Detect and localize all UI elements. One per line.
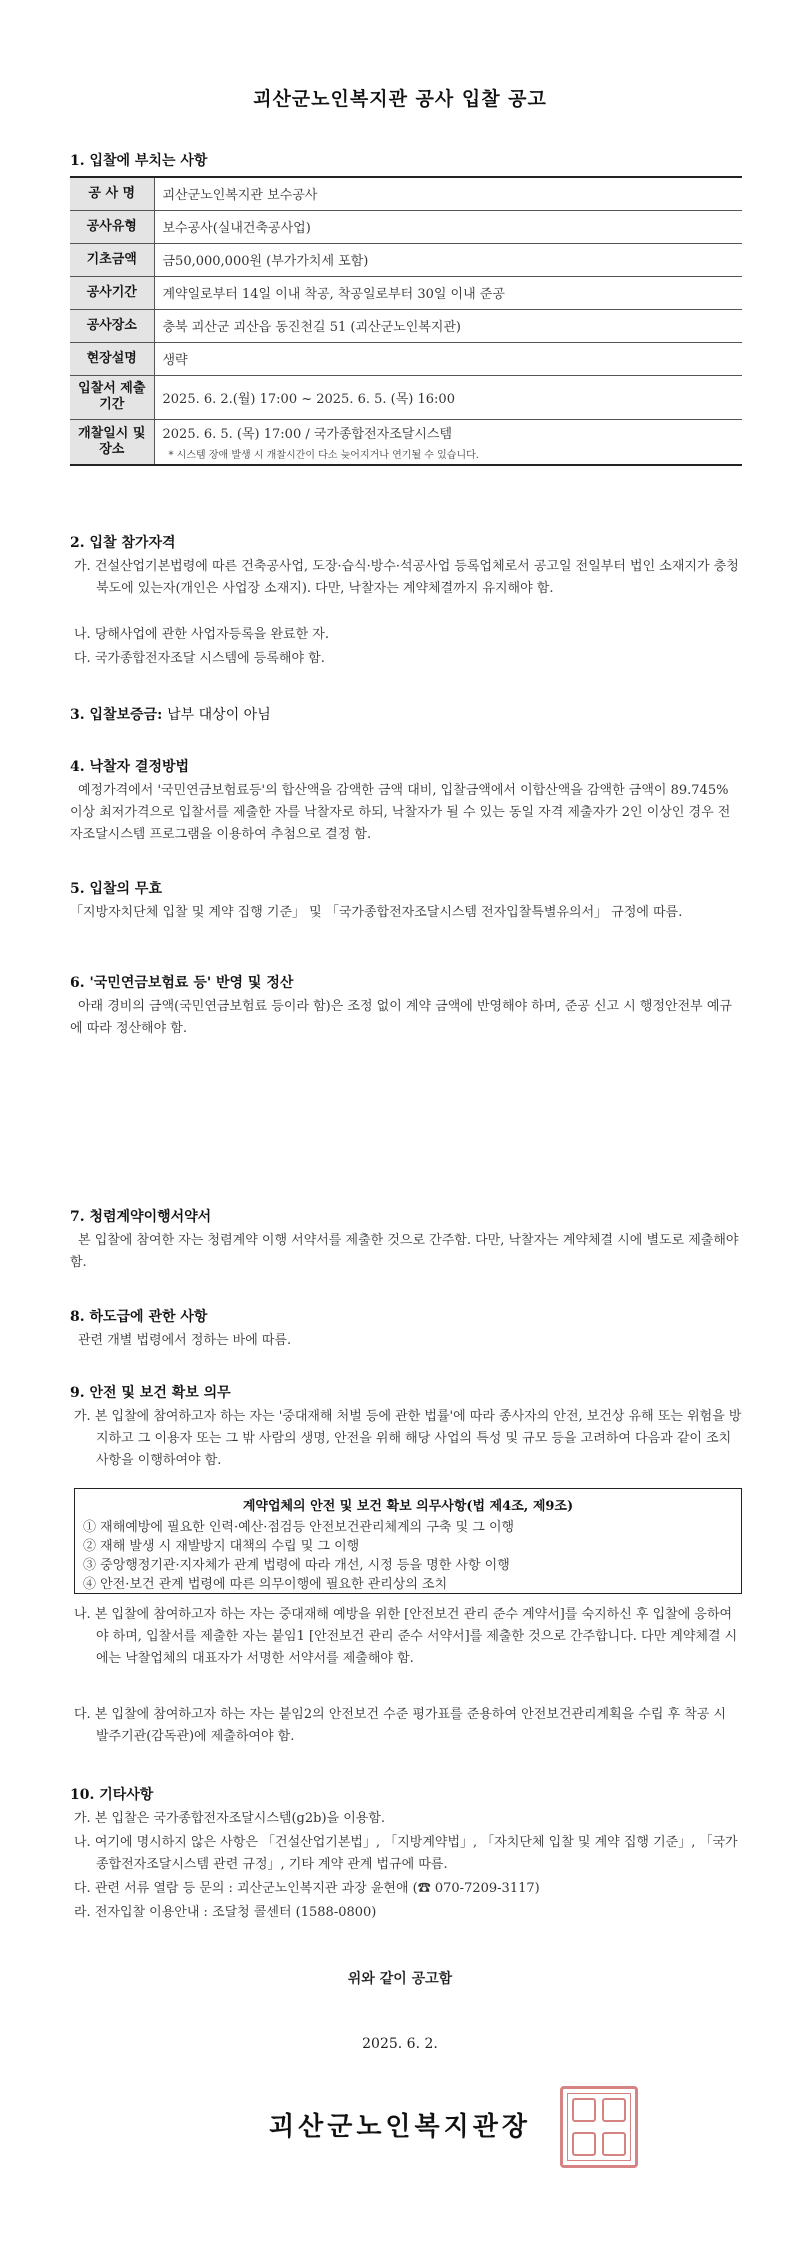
row-value: 금50,000,000원 (부가가치세 포함) bbox=[154, 243, 742, 276]
table-row bbox=[70, 342, 742, 375]
list-item: 나. 당해사업에 관한 사업자등록을 완료한 자. bbox=[74, 627, 329, 642]
table-row bbox=[70, 419, 742, 465]
section-1-heading: 1. 입찰에 부치는 사항 bbox=[70, 153, 208, 169]
list-item: 가. 본 입찰에 참여하고자 하는 자는 '중대재해 처벌 등에 관한 법률'에 따라 종사자의 안전, 보건상 유해 또는 위험을 방지하고 그 이용자 또는 그 밖 사람의 생명, 안전을 위해 해당 사업의 특성 및 규모 등을 고려하여 다음과 같이 조치 사항을 이행하여야 함. bbox=[74, 1409, 742, 1468]
box-item: ③ 중앙행정기관·지자체가 관계 법령에 따라 개선, 시정 등을 명한 사항 이행 bbox=[83, 1558, 510, 1573]
section-6-text: 아래 경비의 금액(국민연금보험료 등이라 함)은 조정 없이 계약 금액에 반영해야 하며, 준공 신고 시 행정안전부 예규에 따라 정산해야 함. bbox=[70, 999, 732, 1036]
list-item: 나. 본 입찰에 참여하고자 하는 자는 중대재해 예방을 위한 [안전보건 관리 준수 계약서]를 숙지하신 후 입찰에 응하여야 하며, 입찰서를 제출한 자는 붙임1 [안전보건 관리 준수 서약서]를 제출한 것으로 간주합니다. 다만 계약체결 시에는 낙찰업체의 대표자가 서명한 서약서를 제출해야 함. bbox=[74, 1607, 738, 1666]
document-title: 괴산군노인복지관 공사 입찰 공고 bbox=[253, 88, 547, 110]
row-value: 괴산군노인복지관 보수공사 bbox=[154, 177, 742, 210]
section-3-value: 납부 대상이 아님 bbox=[167, 707, 271, 723]
list-item: 나. 여기에 명시하지 않은 사항은 「건설산업기본법」, 「지방계약법」, 「자치단체 입찰 및 계약 집행 기준」, 「국가종합전자조달시스템 관련 규정」, 기타 계약 관계 법규에 따름. bbox=[74, 1835, 738, 1872]
row-value: 보수공사(실내건축공사업) bbox=[154, 210, 742, 243]
list-item: 가. 건설산업기본법령에 따른 건축공사업, 도장·습식·방수·석공사업 등록업체로서 공고일 전일부터 법인 소재지가 충청북도에 있는자(개인은 사업장 소재지). 다만, 낙찰자는 계약체결까지 유지해야 함. bbox=[74, 559, 739, 596]
row-value-cell bbox=[154, 419, 742, 465]
section-3-label: 3. 입찰보증금: bbox=[70, 707, 163, 723]
list-item: 다. 본 입찰에 참여하고자 하는 자는 붙임2의 안전보건 수준 평가표를 준용하여 안전보건관리계획을 수립 후 착공 시 발주기관(감독관)에 제출하여야 함. bbox=[74, 1707, 727, 1744]
row-label: 개찰일시 및 장소 bbox=[70, 419, 154, 465]
table-row bbox=[70, 309, 742, 342]
section-7-text: 본 입찰에 참여한 자는 청렴계약 이행 서약서를 제출한 것으로 간주함. 다만, 낙찰자는 계약체결 시에 별도로 제출해야 함. bbox=[70, 1233, 739, 1270]
box-item: ① 재해예방에 필요한 인력·예산·점검등 안전보건관리체계의 구축 및 그 이행 bbox=[83, 1520, 515, 1535]
official-seal bbox=[560, 2086, 638, 2168]
row-value: 충북 괴산군 괴산읍 동진천길 51 (괴산군노인복지관) bbox=[154, 309, 742, 342]
row-label: 기초금액 bbox=[70, 243, 154, 276]
section-4-text: 예정가격에서 '국민연금보험료등'의 합산액을 감액한 금액 대비, 입찰금액에서 이합산액을 감액한 금액이 89.745% 이상 최저가격으로 입찰서를 제출한 자를 낙찰자로 하되, 낙찰자가 될 수 있는 동일 자격 제출자가 2인 이상인 경우 전자조달시스템 프로그램을 이용하여 추첨으로 결정 함. bbox=[70, 783, 731, 842]
row-value: 계약일로부터 14일 이내 착공, 착공일로부터 30일 이내 준공 bbox=[154, 276, 742, 309]
section-3-heading bbox=[70, 704, 271, 724]
list-item: 다. 관련 서류 열람 등 문의 : 괴산군노인복지관 과장 윤현애 (☎ 070-7209-3117) bbox=[74, 1881, 540, 1896]
table-row bbox=[70, 177, 742, 210]
table-row bbox=[70, 375, 742, 419]
section-5-heading: 5. 입찰의 무효 bbox=[70, 881, 162, 897]
row-label: 공 사 명 bbox=[70, 177, 154, 210]
section-8-text: 관련 개별 법령에서 정하는 바에 따름. bbox=[78, 1333, 292, 1348]
row-note: * 시스템 장애 발생 시 개찰시간이 다소 늦어지거나 연기될 수 있습니다. bbox=[168, 449, 479, 461]
seal-glyph bbox=[572, 2132, 596, 2156]
section-4-heading: 4. 낙찰자 결정방법 bbox=[70, 759, 190, 775]
row-label: 공사유형 bbox=[70, 210, 154, 243]
box-item: ④ 안전·보건 관계 법령에 따른 의무이행에 필요한 관리상의 조치 bbox=[83, 1577, 448, 1592]
section-7-heading: 7. 청렴계약이행서약서 bbox=[70, 1209, 212, 1225]
row-label: 공사장소 bbox=[70, 309, 154, 342]
row-label: 현장설명 bbox=[70, 342, 154, 375]
table-row bbox=[70, 243, 742, 276]
row-value: 2025. 6. 2.(월) 17:00 ~ 2025. 6. 5. (목) 16:00 bbox=[154, 375, 742, 419]
list-item: 라. 전자입찰 이용안내 : 조달청 콜센터 (1588-0800) bbox=[74, 1905, 377, 1920]
box-title: 계약업체의 안전 및 보건 확보 의무사항(법 제4조, 제9조) bbox=[242, 1499, 574, 1514]
box-item: ② 재해 발생 시 재발방지 대책의 수립 및 그 이행 bbox=[83, 1539, 360, 1554]
list-item: 다. 국가종합전자조달 시스템에 등록해야 함. bbox=[74, 651, 325, 666]
seal-glyph bbox=[572, 2098, 596, 2122]
section-10-heading: 10. 기타사항 bbox=[70, 1787, 154, 1803]
section-5-text: 「지방자치단체 입찰 및 계약 집행 기준」 및 「국가종합전자조달시스템 전자입찰특별유의서」 규정에 따름. bbox=[70, 905, 683, 920]
list-item: 가. 본 입찰은 국가종합전자조달시스템(g2b)을 이용함. bbox=[74, 1811, 386, 1826]
organization-name: 괴산군노인복지관장 bbox=[268, 2112, 532, 2142]
section-8-heading: 8. 하도급에 관한 사항 bbox=[70, 1309, 208, 1325]
announcement-date: 2025. 6. 2. bbox=[362, 2036, 438, 2052]
row-value: 생략 bbox=[154, 342, 742, 375]
seal-frame bbox=[567, 2093, 631, 2161]
table-row bbox=[70, 210, 742, 243]
section-9-heading: 9. 안전 및 보건 확보 의무 bbox=[70, 1385, 231, 1401]
closing-statement: 위와 같이 공고함 bbox=[347, 1971, 453, 1987]
seal-glyph bbox=[602, 2132, 626, 2156]
bid-info-table bbox=[70, 176, 742, 466]
row-label: 입찰서 제출기간 bbox=[70, 375, 154, 419]
seal-glyph bbox=[602, 2098, 626, 2122]
section-2-heading: 2. 입찰 참가자격 bbox=[70, 535, 176, 551]
safety-duty-box bbox=[74, 1488, 742, 1594]
table-row bbox=[70, 276, 742, 309]
row-label: 공사기간 bbox=[70, 276, 154, 309]
row-value: 2025. 6. 5. (목) 17:00 / 국가종합전자조달시스템 bbox=[162, 426, 453, 442]
section-6-heading: 6. '국민연금보험료 등' 반영 및 정산 bbox=[70, 975, 294, 991]
